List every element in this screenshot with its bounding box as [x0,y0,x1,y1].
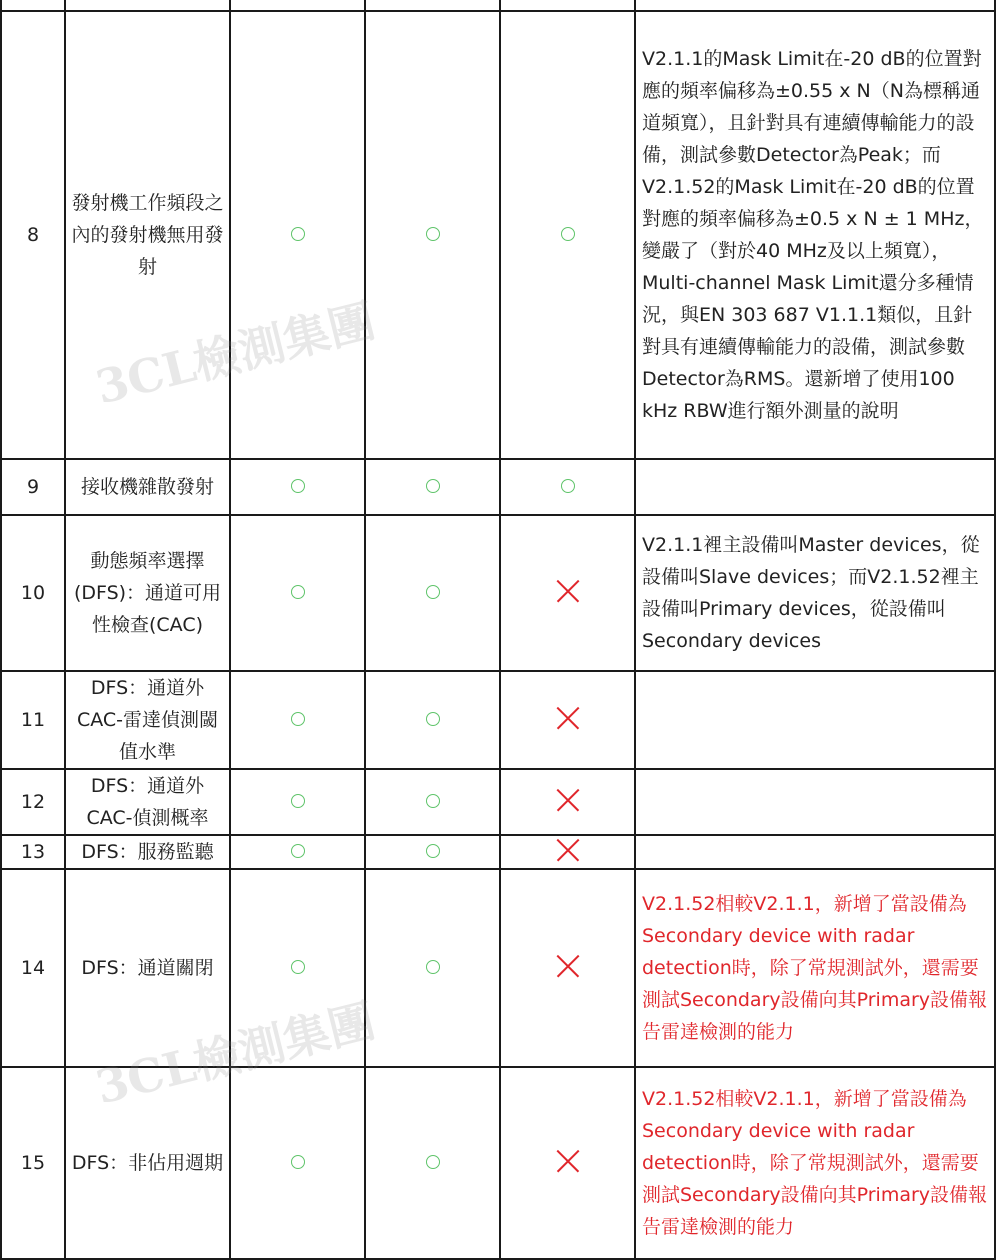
table-row [1,835,995,869]
mark-cell [230,869,365,1067]
mark-cell [230,769,365,835]
test-item-name: DFS：通道外CAC-雷達偵測閾值水準 [65,671,230,769]
check-circle-icon [426,1155,440,1169]
check-circle-icon [426,227,440,241]
table-row [1,515,995,671]
cross-icon [556,954,580,978]
test-item-name: DFS：非佔用週期 [65,1067,230,1259]
table-row [1,869,995,1067]
difference-note [635,459,995,515]
row-number: 8 [1,11,65,459]
mark-cell [500,869,635,1067]
mark-cell [500,835,635,869]
table-row [1,11,995,459]
mark-cell [230,515,365,671]
watermark-logo: 3CL檢測集團 [90,293,380,415]
cross-icon [556,838,580,862]
mark-cell [230,835,365,869]
check-circle-icon [291,479,305,493]
check-circle-icon [291,1155,305,1169]
mark-cell [365,515,500,671]
difference-note: V2.1.52相較V2.1.1，新增了當設備為Secondary device with radar detection時，除了常規測試外，還需要測試Secondary設備向其Primary設備報告雷達檢測的能力 [635,869,995,1067]
mark-cell [365,1067,500,1259]
mark-cell [230,459,365,515]
test-item-name: 發射機工作頻段之內的發射機無用發射 [65,11,230,459]
test-item-name: 接收機雜散發射 [65,459,230,515]
check-circle-icon [561,227,575,241]
row-number: 12 [1,769,65,835]
mark-cell [365,11,500,459]
cross-icon [556,706,580,730]
watermark-logo: 3CL檢測集團 [90,993,380,1115]
check-circle-icon [426,479,440,493]
mark-cell [365,459,500,515]
difference-note: V2.1.1的Mask Limit在-20 dB的位置對應的頻率偏移為±0.55 x N（N為標稱通道頻寬），且針對具有連續傳輸能力的設備，測試參數Detector為Peak；而V2.1.52的Mask Limit在-20 dB的位置對應的頻率偏移為±0.5 x N ± 1 MHz，變嚴了（對於40 MHz及以上頻寬），Multi-channel Mask Limit還分多種情況，與EN 303 687 V1.1.1類似，且針對具有連續傳輸能力的設備，測試參數Detector為RMS。還新增了使用100 kHz RBW進行額外測量的說明 [635,11,995,459]
mark-cell [500,769,635,835]
difference-note [635,671,995,769]
table-row [1,671,995,769]
check-circle-icon [291,794,305,808]
cross-icon [556,1149,580,1173]
difference-note: V2.1.1裡主設備叫Master devices，從設備叫Slave devices；而V2.1.52裡主設備叫Primary devices，從設備叫Secondary devices [635,515,995,671]
mark-cell [230,1067,365,1259]
table-row [1,769,995,835]
mark-cell [365,769,500,835]
table-row [1,459,995,515]
row-number: 15 [1,1067,65,1259]
row-number: 9 [1,459,65,515]
mark-cell [365,671,500,769]
row-number: 14 [1,869,65,1067]
check-circle-icon [426,844,440,858]
cross-icon [556,788,580,812]
row-number: 13 [1,835,65,869]
cross-icon [556,579,580,603]
test-item-name: DFS：通道關閉 [65,869,230,1067]
check-circle-icon [291,844,305,858]
test-item-name: 動態頻率選擇(DFS)：通道可用性檢查(CAC) [65,515,230,671]
mark-cell [500,1067,635,1259]
table-row [1,1067,995,1259]
mark-cell [365,835,500,869]
test-item-name: DFS：服務監聽 [65,835,230,869]
mark-cell [500,515,635,671]
difference-note [635,769,995,835]
check-circle-icon [291,585,305,599]
check-circle-icon [426,794,440,808]
mark-cell [500,459,635,515]
mark-cell [230,671,365,769]
difference-note: V2.1.52相較V2.1.1，新增了當設備為Secondary device with radar detection時，除了常規測試外，還需要測試Secondary設備向其Primary設備報告雷達檢測的能力 [635,1067,995,1259]
check-circle-icon [561,479,575,493]
table-row-top [1,0,995,11]
test-item-name: DFS：通道外CAC-偵測概率 [65,769,230,835]
row-number: 11 [1,671,65,769]
check-circle-icon [291,712,305,726]
difference-note [635,835,995,869]
check-circle-icon [426,960,440,974]
mark-cell [365,869,500,1067]
check-circle-icon [291,960,305,974]
check-circle-icon [426,712,440,726]
mark-cell [230,11,365,459]
check-circle-icon [426,585,440,599]
check-circle-icon [291,227,305,241]
row-number: 10 [1,515,65,671]
mark-cell [500,671,635,769]
mark-cell [500,11,635,459]
